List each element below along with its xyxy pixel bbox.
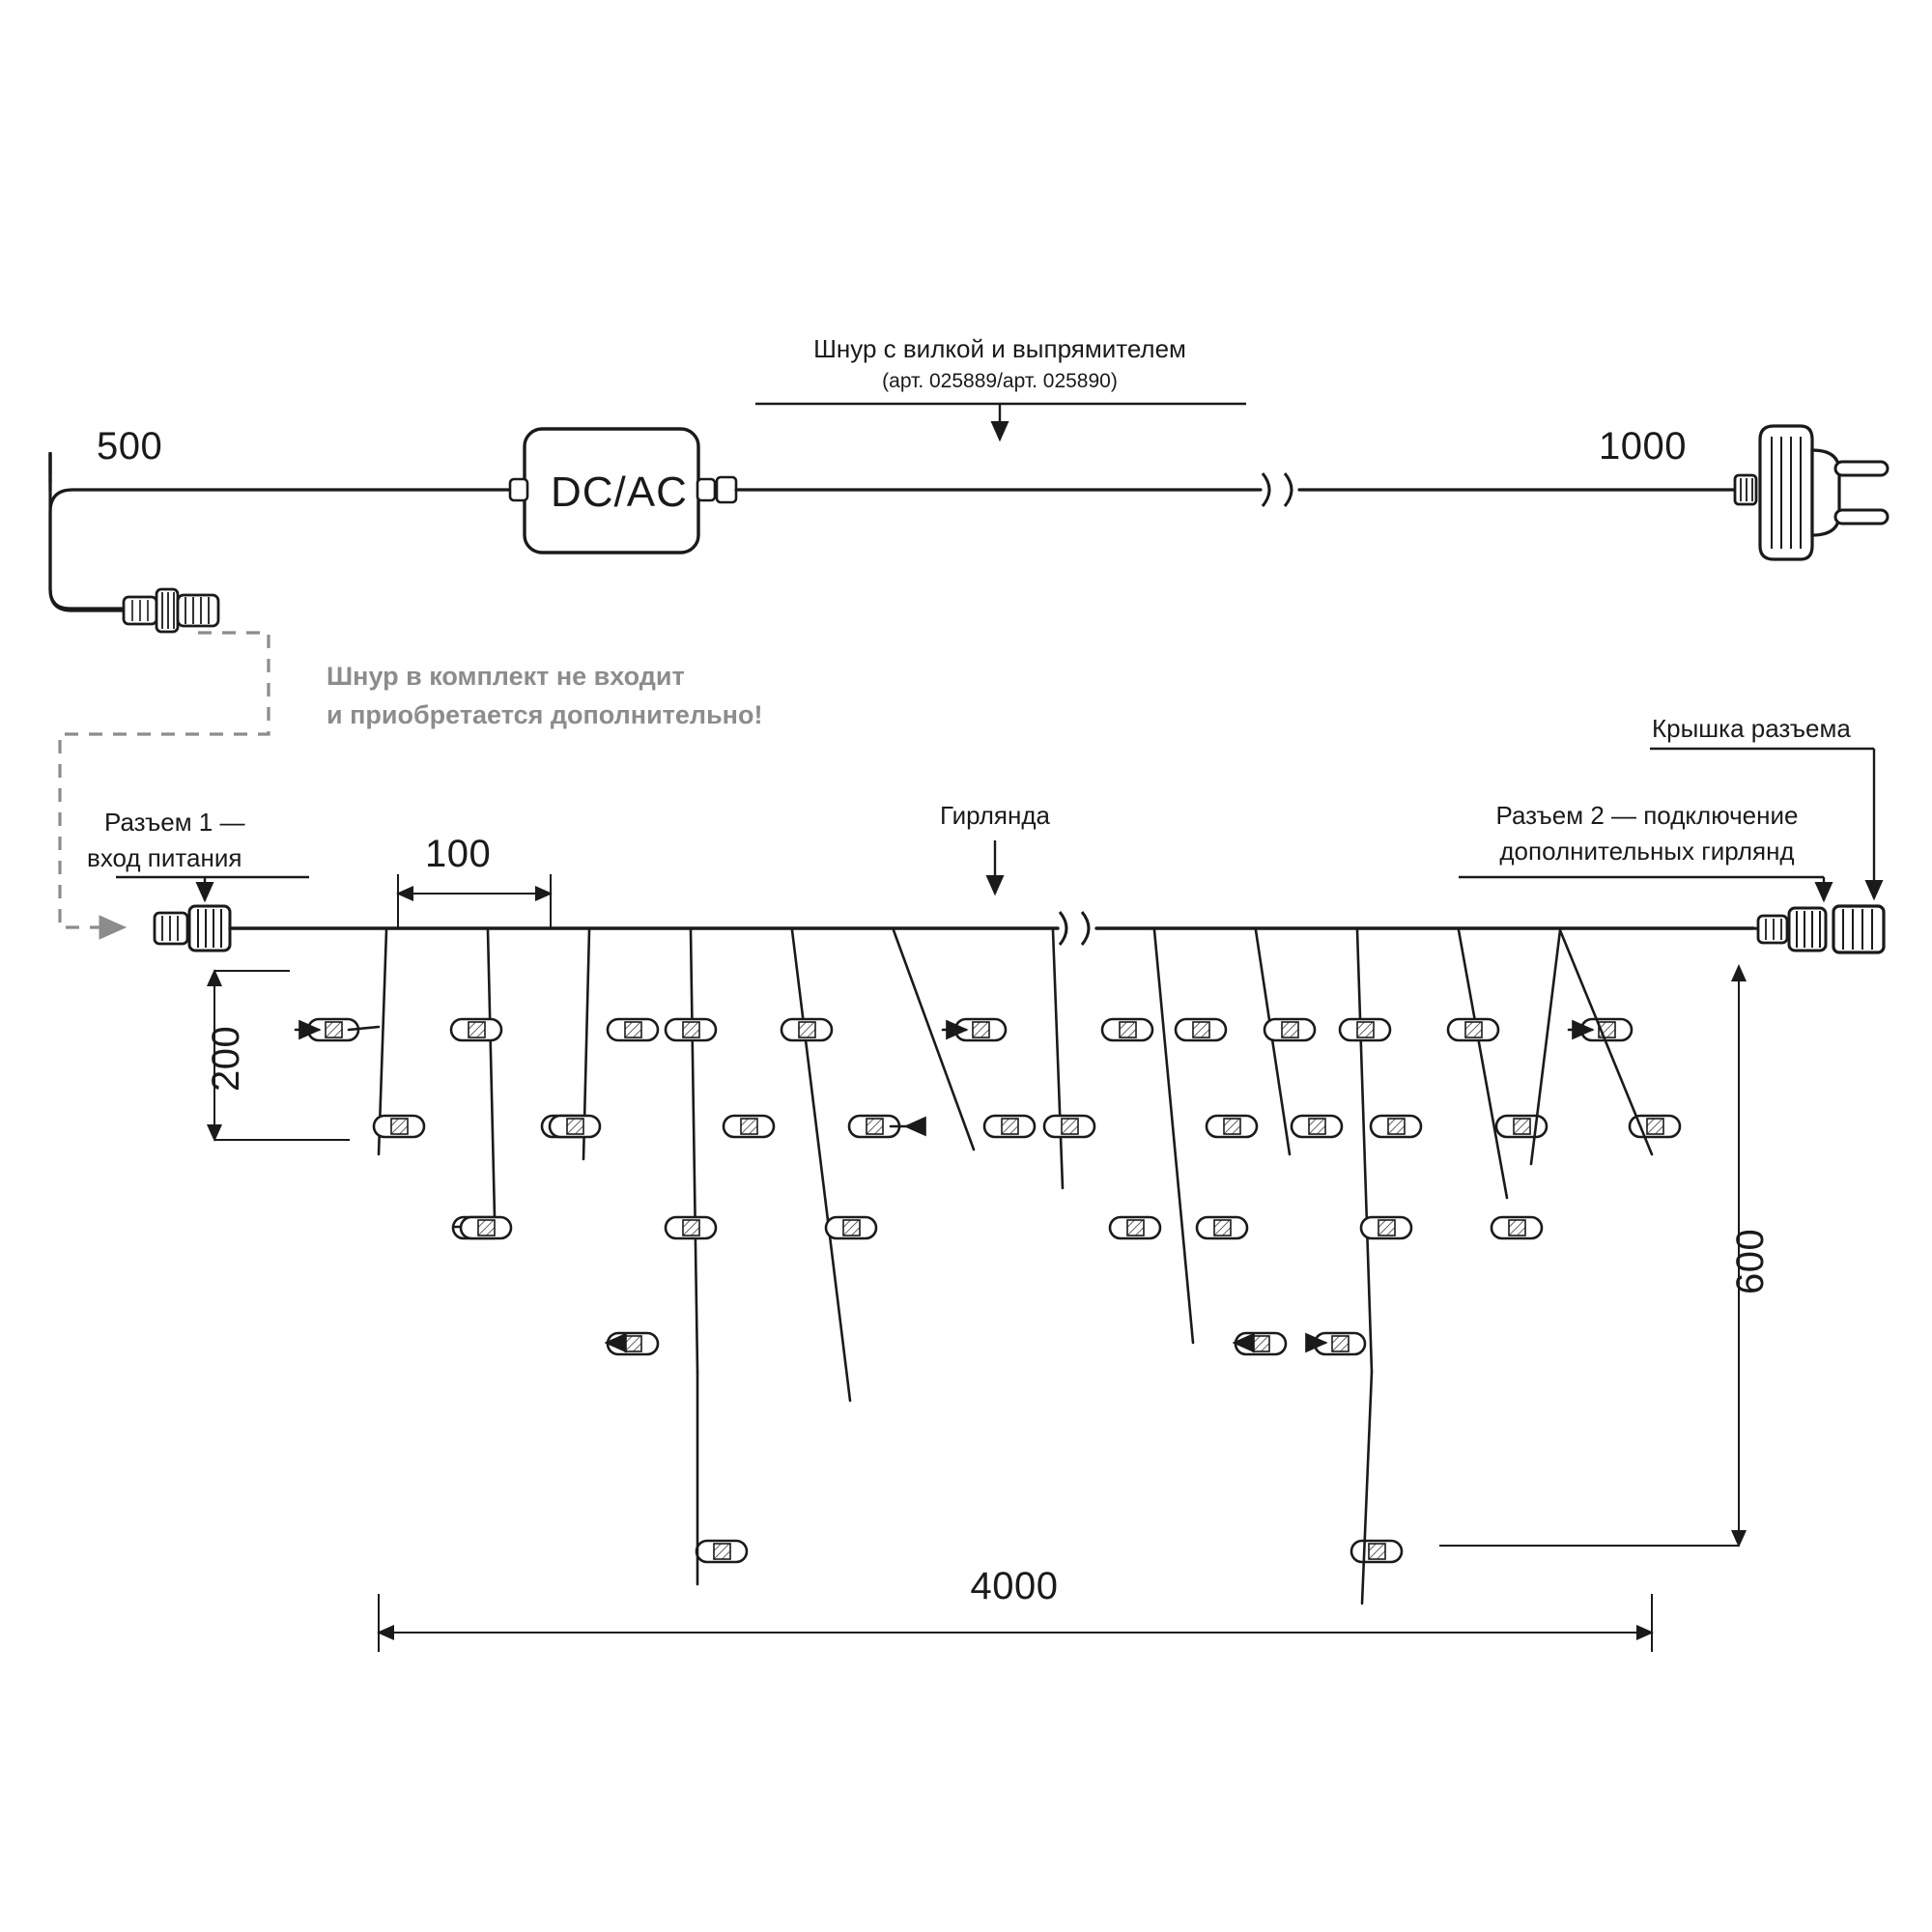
dimension-600-label: 600 <box>1729 1228 1772 1294</box>
bus-break-icon <box>1060 912 1089 945</box>
lead-wire-500 <box>50 490 522 611</box>
connector2-label-line1: Разъем 2 — подключение <box>1495 801 1799 830</box>
dimension-100-label: 100 <box>425 833 492 875</box>
optional-cord-dashed-path <box>60 633 269 927</box>
cord-title-leader <box>755 404 1246 440</box>
warning-line1: Шнур в комплект не входит <box>327 662 685 691</box>
connector2-label-line2: дополнительных гирлянд <box>1499 837 1795 866</box>
cord-subtitle-label: (арт. 025889/арт. 025890) <box>882 370 1118 392</box>
connector2-leader <box>1459 877 1824 900</box>
dimension-100 <box>398 874 551 927</box>
dcac-label: DC/AC <box>551 469 688 516</box>
dimension-1000-label: 1000 <box>1599 425 1687 468</box>
dimension-500-label: 500 <box>97 425 163 468</box>
warning-line2: и приобретается дополнительно! <box>327 700 763 729</box>
cord-title-label: Шнур с вилкой и выпрямителем <box>813 334 1186 363</box>
connector1-icon <box>155 906 230 951</box>
connector1-label-line2: вход питания <box>87 843 242 872</box>
dimension-600 <box>1439 966 1739 1546</box>
connector1-leader <box>116 877 309 900</box>
dimension-4000-label: 4000 <box>970 1565 1059 1607</box>
connector1-label-line1: Разъем 1 — <box>104 808 245 837</box>
dimension-200-label: 200 <box>205 1025 247 1092</box>
connector-cap-icon <box>1833 906 1884 952</box>
mains-plug-icon <box>1735 426 1888 559</box>
cable-break-icon <box>1263 473 1292 506</box>
garland-label: Гирлянда <box>940 801 1050 830</box>
cap-label: Крышка разъема <box>1652 714 1851 743</box>
connector2-icon <box>1753 908 1826 951</box>
icicle-strings <box>296 930 1680 1604</box>
power-lead-500 <box>50 452 126 609</box>
lead-connector-icon <box>124 589 218 632</box>
